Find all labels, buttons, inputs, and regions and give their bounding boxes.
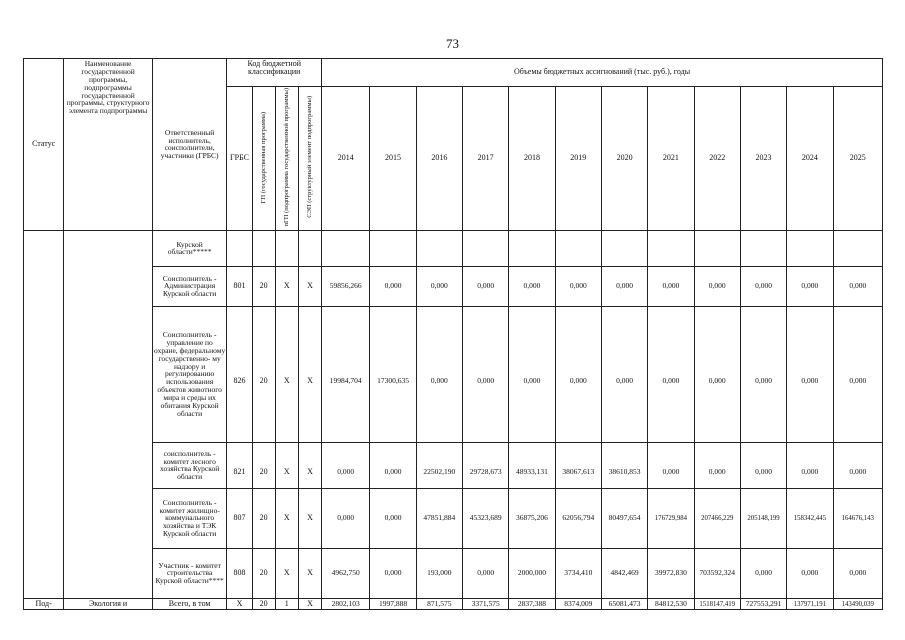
cell-value: 0,000 (787, 548, 833, 598)
cell-gp: 20 (252, 442, 275, 488)
cell-value: 2837,388 (509, 598, 555, 609)
header-se-text: СЭП (структурный элемент подпрограммы) (306, 96, 314, 219)
cell-gp: 20 (252, 548, 275, 598)
cell-responsible: Соисполнитель - управление по охране, федеральному государственно- му надзору и регулированию использования объектов животного мира и среды их обитания Курской области (152, 306, 227, 442)
header-pgp-text: пГП (подпрограмма государственной программы) (283, 88, 291, 227)
header-code-group: Код бюджетной классификации (227, 59, 322, 87)
header-grbs: ГРБС (227, 87, 252, 231)
cell-gp: 20 (252, 306, 275, 442)
cell-value: 0,000 (833, 306, 882, 442)
cell-value: 0,000 (509, 306, 555, 442)
cell-value: 0,000 (648, 306, 694, 442)
cell-grbs: 801 (227, 266, 252, 306)
table-row (24, 230, 883, 266)
cell-responsible: Курской области***** (152, 230, 227, 266)
header-volumes-group: Объемы бюджетных ассигнований (тыс. руб.), годы (322, 59, 883, 87)
cell-value: 36875,206 (509, 488, 555, 548)
header-year: 2017 (463, 87, 509, 231)
cell-grbs (227, 230, 252, 266)
cell-value: 0,000 (322, 488, 370, 548)
table-row (24, 548, 883, 598)
cell-value: 0,000 (601, 306, 647, 442)
cell-value: 0,000 (370, 266, 416, 306)
cell-value: 0,000 (648, 442, 694, 488)
cell-value: 3371,575 (463, 598, 509, 609)
cell-value (555, 230, 601, 266)
cell-value: 703592,324 (694, 548, 740, 598)
cell-value: 38610,853 (601, 442, 647, 488)
cell-value: 158342,445 (787, 488, 833, 548)
cell-value: 0,000 (416, 306, 462, 442)
cell-value: 0,000 (463, 306, 509, 442)
cell-value (694, 230, 740, 266)
cell-grbs: 807 (227, 488, 252, 548)
cell-value: 22502,190 (416, 442, 462, 488)
budget-table (23, 58, 883, 610)
cell-name (64, 230, 153, 598)
cell-gp (252, 230, 275, 266)
cell-value (463, 230, 509, 266)
cell-value (740, 230, 786, 266)
header-se (298, 87, 321, 231)
cell-value: 38067,613 (555, 442, 601, 488)
cell-responsible: Соисполнитель - комитет жилищно-коммунального хозяйства и ТЭК Курской области (152, 488, 227, 548)
cell-value: 0,000 (833, 548, 882, 598)
cell-value: 0,000 (648, 266, 694, 306)
cell-value: 3734,410 (555, 548, 601, 598)
cell-value: 0,000 (740, 548, 786, 598)
header-year: 2022 (694, 87, 740, 231)
header-year: 2025 (833, 87, 882, 231)
cell-value: 0,000 (463, 266, 509, 306)
cell-value: 0,000 (509, 266, 555, 306)
cell-value: 0,000 (740, 442, 786, 488)
cell-value: 4842,469 (601, 548, 647, 598)
header-year: 2015 (370, 87, 416, 231)
cell-value: 0,000 (740, 306, 786, 442)
header-year: 2018 (509, 87, 555, 231)
cell-value (833, 230, 882, 266)
cell-value (648, 230, 694, 266)
cell-value: 164676,143 (833, 488, 882, 548)
cell-responsible: Участник - комитет строительства Курской области**** (152, 548, 227, 598)
header-year: 2016 (416, 87, 462, 231)
cell-grbs: 826 (227, 306, 252, 442)
cell-value: 0,000 (555, 266, 601, 306)
cell-responsible: Соисполнитель - Администрация Курской области (152, 266, 227, 306)
cell-value: 0,000 (322, 442, 370, 488)
cell-value: 2802,103 (322, 598, 370, 609)
header-row-1 (24, 59, 883, 87)
cell-value: 48933,131 (509, 442, 555, 488)
header-name: Наименование государственной программы, подпрограммы государственной программы, структурного элемента подпрограммы (64, 59, 153, 231)
cell-pgp: 1 (275, 598, 298, 609)
cell-responsible: Всего, в том (152, 598, 227, 609)
cell-value: 0,000 (370, 488, 416, 548)
cell-pgp: Х (275, 266, 298, 306)
cell-value (416, 230, 462, 266)
cell-grbs: 821 (227, 442, 252, 488)
cell-value: 176729,984 (648, 488, 694, 548)
cell-value: 17300,635 (370, 306, 416, 442)
cell-grbs: Х (227, 598, 252, 609)
cell-value: 0,000 (694, 442, 740, 488)
cell-value: 871,575 (416, 598, 462, 609)
cell-pgp (275, 230, 298, 266)
cell-value: 727553,291 (740, 598, 786, 609)
cell-value: 0,000 (601, 266, 647, 306)
cell-se: Х (298, 442, 321, 488)
header-responsible: Ответственный исполнитель, соисполнители, участники (ГРБС) (152, 59, 227, 231)
cell-value: 62056,794 (555, 488, 601, 548)
cell-value: 8374,009 (555, 598, 601, 609)
cell-status (24, 230, 64, 598)
cell-value (787, 230, 833, 266)
cell-value: 0,000 (694, 266, 740, 306)
cell-value: 193,000 (416, 548, 462, 598)
cell-pgp: Х (275, 548, 298, 598)
cell-value: 0,000 (555, 306, 601, 442)
cell-value: 0,000 (370, 548, 416, 598)
cell-value: 205148,199 (740, 488, 786, 548)
cell-gp: 20 (252, 598, 275, 609)
cell-value: 0,000 (740, 266, 786, 306)
cell-pgp: Х (275, 488, 298, 548)
cell-value: 47851,884 (416, 488, 462, 548)
header-year: 2024 (787, 87, 833, 231)
cell-name: Экология и (64, 598, 153, 609)
cell-value: 143490,039 (833, 598, 882, 609)
cell-value (370, 230, 416, 266)
cell-value: 0,000 (787, 442, 833, 488)
cell-value: 29728,673 (463, 442, 509, 488)
header-gp (252, 87, 275, 231)
table-row (24, 598, 883, 609)
cell-value (509, 230, 555, 266)
table-row (24, 266, 883, 306)
cell-value: 19984,704 (322, 306, 370, 442)
cell-value: 0,000 (370, 442, 416, 488)
header-status: Статус (24, 59, 64, 231)
cell-pgp: Х (275, 306, 298, 442)
header-year: 2014 (322, 87, 370, 231)
cell-value: 59856,266 (322, 266, 370, 306)
header-year: 2020 (601, 87, 647, 231)
header-pgp (275, 87, 298, 231)
cell-value: 1997,888 (370, 598, 416, 609)
table-row (24, 306, 883, 442)
cell-se: Х (298, 488, 321, 548)
cell-value: 84812,530 (648, 598, 694, 609)
cell-value: 137971,191 (787, 598, 833, 609)
header-year: 2023 (740, 87, 786, 231)
cell-value: 0,000 (787, 266, 833, 306)
header-year: 2021 (648, 87, 694, 231)
cell-value: 2000,000 (509, 548, 555, 598)
cell-status: Под- (24, 598, 64, 609)
cell-se: Х (298, 548, 321, 598)
cell-value: 0,000 (833, 266, 882, 306)
cell-value: 0,000 (694, 306, 740, 442)
cell-value: 0,000 (463, 548, 509, 598)
cell-value: 65081,473 (601, 598, 647, 609)
cell-se: Х (298, 598, 321, 609)
cell-se: Х (298, 306, 321, 442)
cell-se: Х (298, 266, 321, 306)
page-number: 73 (446, 36, 459, 51)
cell-responsible: соисполнитель - комитет лесного хозяйства Курской области (152, 442, 227, 488)
cell-value: 0,000 (416, 266, 462, 306)
cell-value: 45323,689 (463, 488, 509, 548)
cell-value: 4962,750 (322, 548, 370, 598)
cell-value: 80497,654 (601, 488, 647, 548)
cell-pgp: Х (275, 442, 298, 488)
cell-gp: 20 (252, 266, 275, 306)
header-gp-text: ГП (государственная программа) (260, 111, 268, 203)
cell-value (601, 230, 647, 266)
cell-value: 1518147,419 (694, 598, 740, 609)
table-row (24, 442, 883, 488)
cell-se (298, 230, 321, 266)
cell-value: 0,000 (787, 306, 833, 442)
table-row (24, 488, 883, 548)
cell-value (322, 230, 370, 266)
cell-value: 39972,830 (648, 548, 694, 598)
header-year: 2019 (555, 87, 601, 231)
cell-grbs: 808 (227, 548, 252, 598)
cell-value: 207466,229 (694, 488, 740, 548)
cell-gp: 20 (252, 488, 275, 548)
cell-value: 0,000 (833, 442, 882, 488)
